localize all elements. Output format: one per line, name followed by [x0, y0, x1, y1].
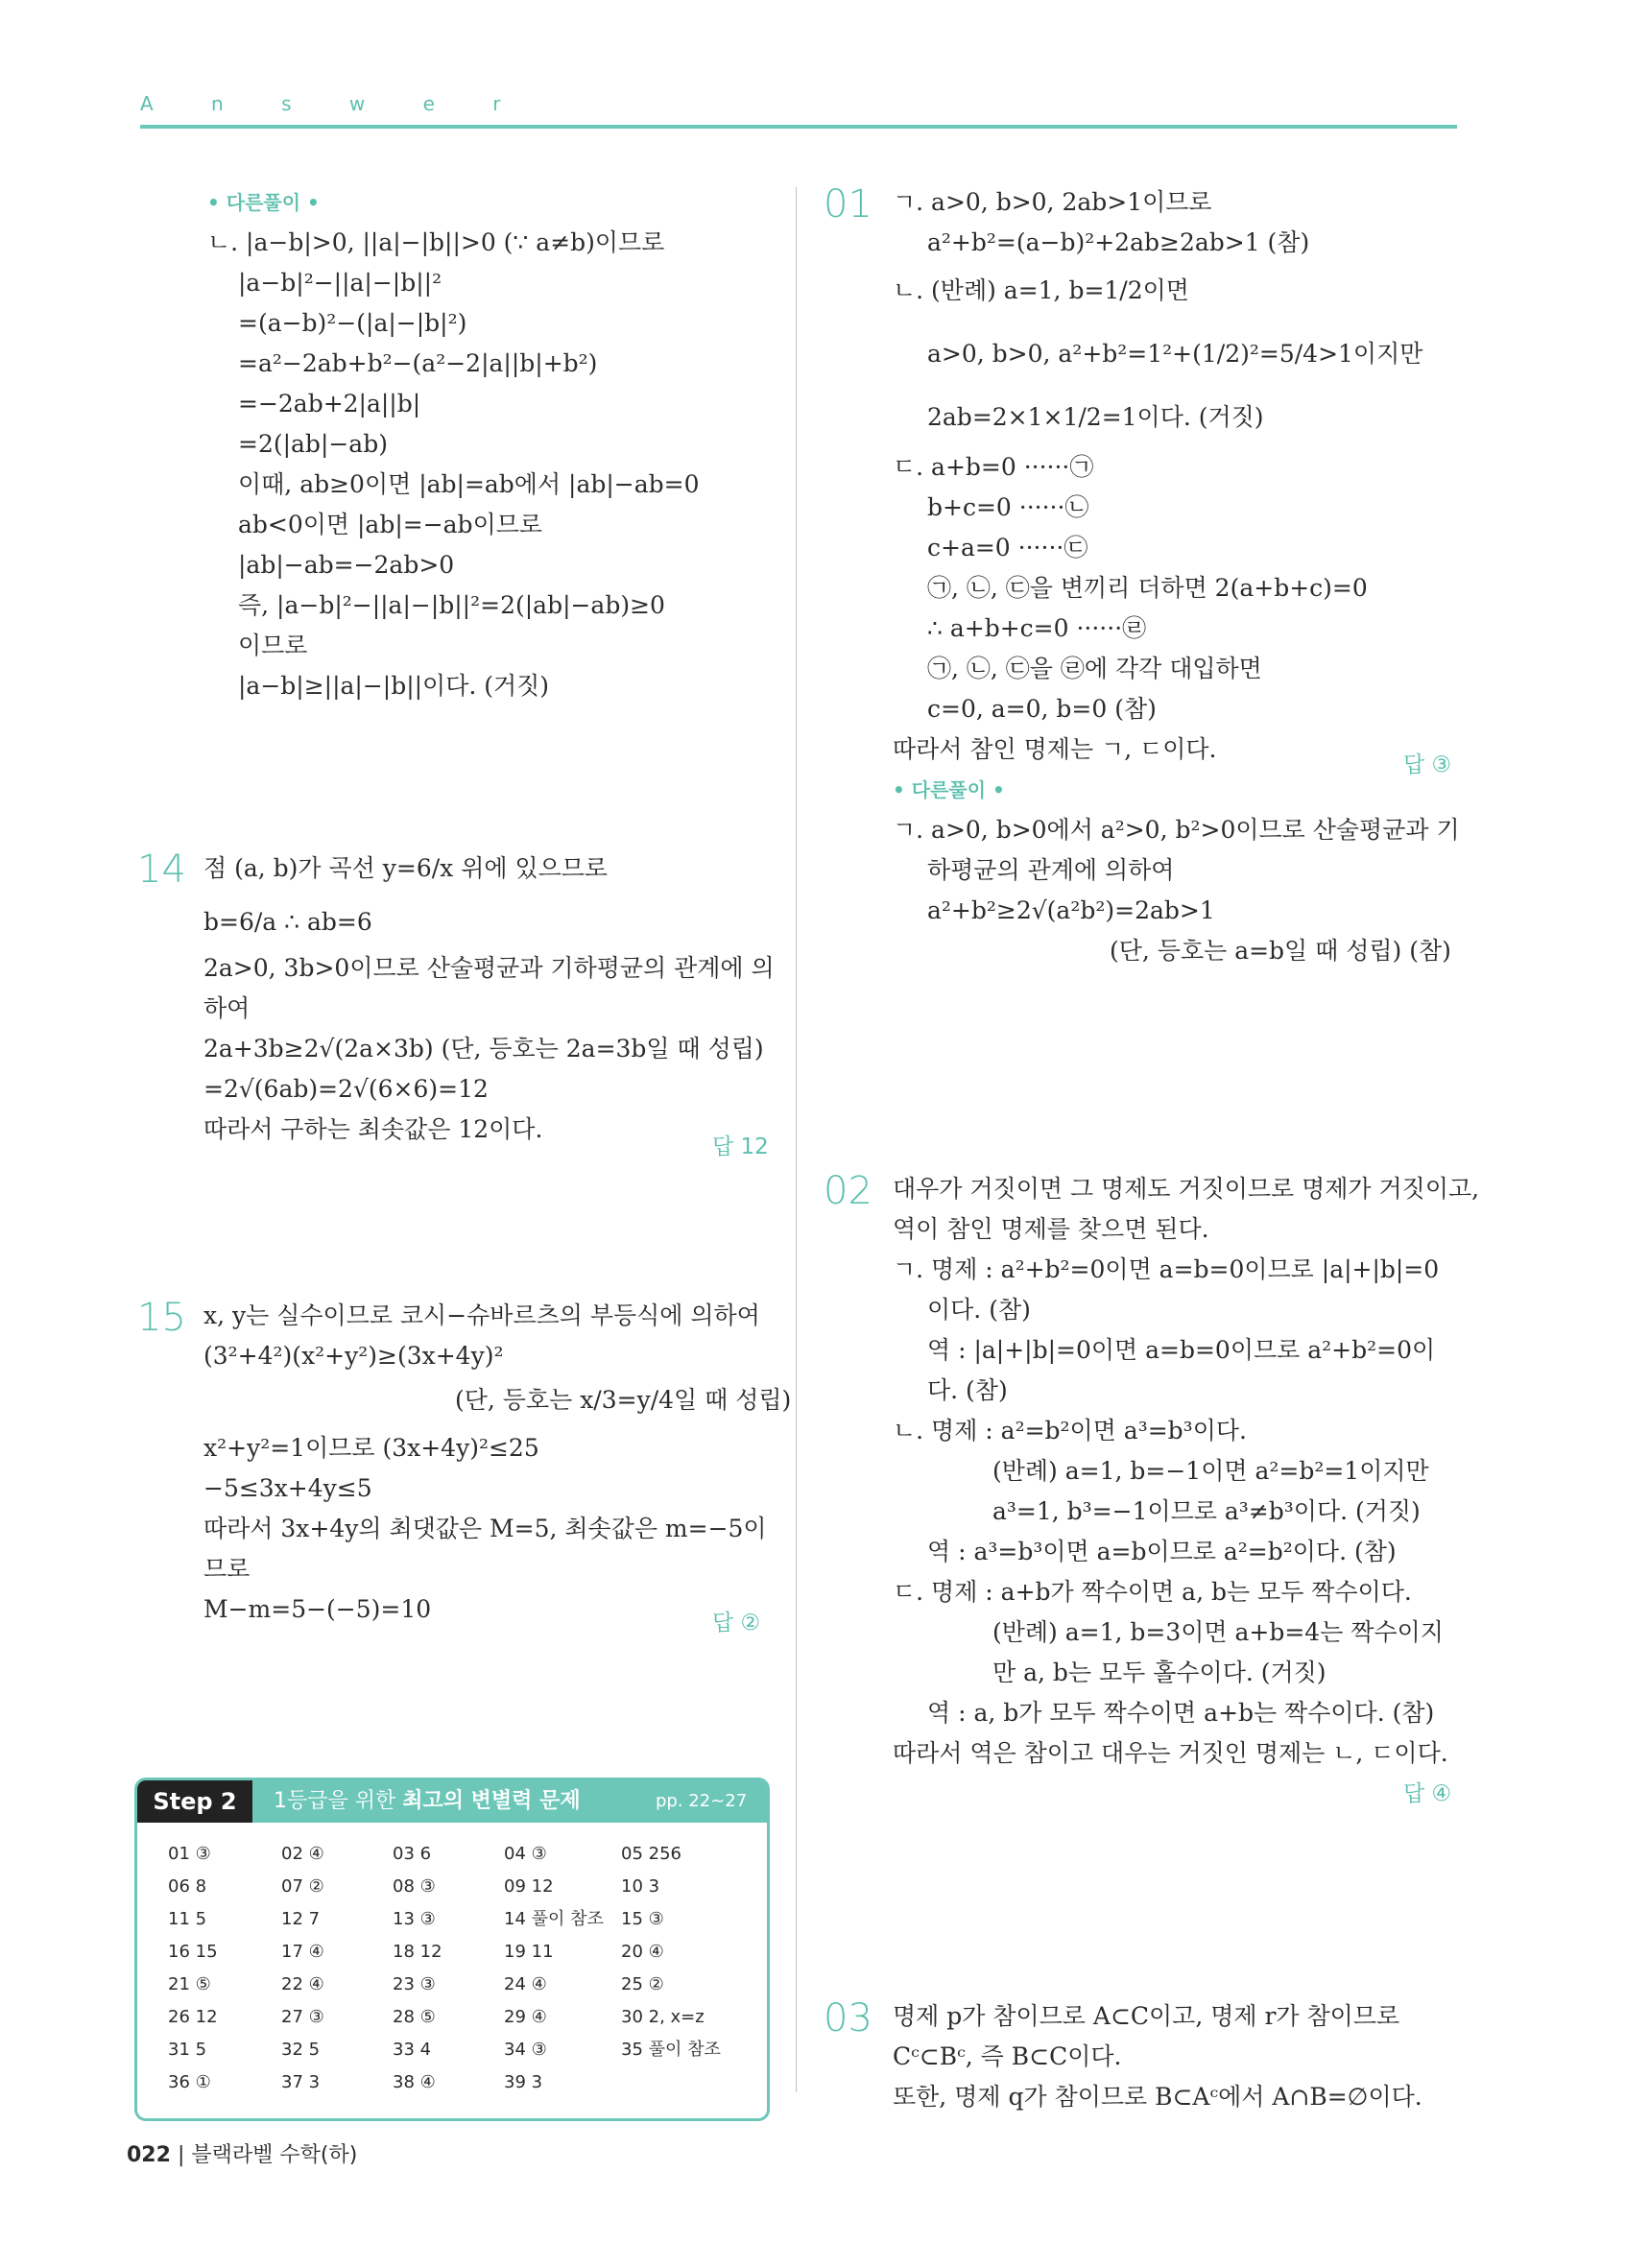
- answer-cell: 08 ③: [393, 1876, 436, 1897]
- solution-line: a²+b²≥2√(a²b²)=2ab>1: [927, 896, 1215, 924]
- solution-line: 따라서 구하는 최솟값은 12이다.: [203, 1115, 543, 1143]
- solution-line: (단, 등호는 a=b일 때 성립) (참): [1110, 937, 1451, 965]
- solution-line: M−m=5−(−5)=10: [203, 1595, 432, 1623]
- answer-cell: 22 ④: [281, 1974, 324, 1994]
- solution-line: 2a+3b≥2√(2a×3b) (단, 등호는 2a=3b일 때 성립): [203, 1035, 764, 1062]
- step2-header: [137, 1780, 767, 1823]
- solution-line: 대우가 거짓이면 그 명제도 거짓이므로 명제가 거짓이고,: [893, 1175, 1480, 1203]
- problem-number: 02: [824, 1169, 872, 1213]
- solution-line: |a−b|²−||a|−|b||²: [238, 269, 442, 297]
- problem-01-solution: [893, 182, 1460, 971]
- answer-cell: 02 ④: [281, 1844, 324, 1864]
- solution-line: c+a=0 ······㉢: [927, 534, 1088, 561]
- solution-line: 또한, 명제 q가 참이므로 B⊂Aᶜ에서 A∩B=∅이다.: [893, 2083, 1422, 2111]
- solution-line: 이다. (참): [927, 1296, 1031, 1324]
- answer-row: [168, 1969, 744, 2001]
- solution-line: 이때, ab≥0이면 |ab|=ab에서 |ab|−ab=0: [238, 470, 700, 498]
- solution-line: 역 : |a|+|b|=0이면 a=b=0이므로 a²+b²=0이: [927, 1336, 1436, 1364]
- step2-pages: pp. 22~27: [656, 1791, 748, 1811]
- problem-number: 03: [824, 1996, 872, 2041]
- answer-cell: 34 ③: [504, 2040, 547, 2060]
- answer-cell: 24 ④: [504, 1974, 547, 1994]
- step2-title-bold: 최고의 변별력 문제: [402, 1789, 581, 1813]
- answer-cell: 35 풀이 참조: [621, 2040, 721, 2060]
- solution-line: =−2ab+2|a||b|: [238, 390, 421, 418]
- solution-line: (3²+4²)(x²+y²)≥(3x+4y)²: [203, 1342, 504, 1370]
- solution-line: x²+y²=1이므로 (3x+4y)²≤25: [203, 1434, 539, 1462]
- answer-cell: 31 5: [168, 2040, 207, 2060]
- answer-cell: 14 풀이 참조: [504, 1909, 604, 1929]
- solution-line: 2a>0, 3b>0이므로 산술평균과 기하평균의 관계에 의: [203, 954, 775, 982]
- solution-line: ab<0이면 |ab|=−ab이므로: [238, 511, 543, 538]
- solution-line: 역 : a, b가 모두 짝수이면 a+b는 짝수이다. (참): [927, 1699, 1435, 1727]
- solution-line: 하여: [203, 994, 251, 1022]
- solution-line: 역이 참인 명제를 찾으면 된다.: [893, 1215, 1209, 1243]
- answer-cell: 20 ④: [621, 1942, 664, 1962]
- column-divider: [796, 187, 797, 2092]
- answer-cell: 09 12: [504, 1876, 554, 1897]
- answer-cell: 36 ①: [168, 2072, 211, 2092]
- solution-line: 2ab=2×1×1/2=1이다. (거짓): [927, 403, 1264, 431]
- answer-label: 답 ④: [1403, 1781, 1452, 1806]
- answer-cell: 33 4: [393, 2040, 432, 2060]
- step2-title: [274, 1780, 581, 1823]
- answer-label: 답 ②: [712, 1611, 761, 1635]
- answer-cell: 27 ③: [281, 2007, 324, 2027]
- solution-line: ㄷ. 명제 : a+b가 짝수이면 a, b는 모두 짝수이다.: [893, 1578, 1412, 1606]
- solution-line: a>0, b>0, a²+b²=1²+(1/2)²=5/4>1이지만: [927, 340, 1423, 368]
- solution-line: b=6/a ∴ ab=6: [203, 908, 372, 936]
- solution-line: ㄷ. a+b=0 ······㉠: [893, 453, 1094, 481]
- answer-row: [168, 2066, 744, 2099]
- page-footer: [127, 2138, 357, 2168]
- solution-line: 이므로: [238, 632, 308, 659]
- solution-line: x, y는 실수이므로 코시−슈바르츠의 부등식에 의하여: [203, 1301, 760, 1329]
- solution-line: (단, 등호는 x/3=y/4일 때 성립): [455, 1386, 792, 1414]
- book-title: 블랙라벨 수학(하): [191, 2143, 358, 2167]
- solution-line: Cᶜ⊂Bᶜ, 즉 B⊂C이다.: [893, 2042, 1122, 2070]
- problem-14-solution: [203, 848, 775, 1150]
- answer-cell: 13 ③: [393, 1909, 436, 1929]
- solution-line: ㄱ. a>0, b>0, 2ab>1이므로: [893, 188, 1212, 216]
- solution-line: =2√(6ab)=2√(6×6)=12: [203, 1075, 489, 1103]
- problem-03-solution: [893, 1996, 1422, 2117]
- answer-cell: 03 6: [393, 1844, 432, 1864]
- solution-line: ㄱ. a>0, b>0에서 a²>0, b²>0이므로 산술평균과 기: [893, 816, 1460, 844]
- answer-row: [168, 2034, 744, 2066]
- answer-cell: 28 ⑤: [393, 2007, 436, 2027]
- solution-line: 하평균의 관계에 의하여: [927, 856, 1175, 884]
- solution-line: (반례) a=1, b=3이면 a+b=4는 짝수이지: [992, 1618, 1444, 1646]
- solution-line: c=0, a=0, b=0 (참): [927, 695, 1157, 723]
- answer-cell: 32 5: [281, 2040, 321, 2060]
- problem-02-solution: [893, 1169, 1479, 1774]
- solution-line: =2(|ab|−ab): [238, 430, 388, 458]
- solution-line: 므로: [203, 1555, 251, 1583]
- answer-cell: 04 ③: [504, 1844, 547, 1864]
- solution-line: b+c=0 ······㉡: [927, 493, 1089, 521]
- alt-solution-label: • 다른풀이 •: [207, 191, 320, 214]
- answer-grid: [168, 1838, 744, 2099]
- answer-row: [168, 1903, 744, 1936]
- answer-cell: 16 15: [168, 1942, 218, 1962]
- answer-row: [168, 1838, 744, 1871]
- answer-cell: 10 3: [621, 1876, 660, 1897]
- answer-cell: 21 ⑤: [168, 1974, 211, 1994]
- answer-cell: 01 ③: [168, 1844, 211, 1864]
- solution-line: ∴ a+b+c=0 ······㉣: [927, 614, 1147, 642]
- solution-line: 역 : a³=b³이면 a=b이므로 a²=b²이다. (참): [927, 1538, 1397, 1565]
- footer-separator: |: [177, 2143, 185, 2167]
- solution-line: =a²−2ab+b²−(a²−2|a||b|+b²): [238, 349, 598, 377]
- answer-cell: 12 7: [281, 1909, 321, 1929]
- answer-cell: 11 5: [168, 1909, 207, 1929]
- solution-line: 만 a, b는 모두 홀수이다. (거짓): [992, 1659, 1326, 1686]
- solution-line: ㄴ. (반례) a=1, b=1/2이면: [893, 276, 1189, 304]
- header-rule: [140, 125, 1457, 129]
- solution-line: 따라서 역은 참이고 대우는 거짓인 명제는 ㄴ, ㄷ이다.: [893, 1739, 1448, 1767]
- solution-line: |a−b|≥||a|−|b||이다. (거짓): [238, 672, 550, 700]
- page-number: 022: [127, 2143, 171, 2167]
- step2-tag: Step 2: [137, 1780, 252, 1823]
- solution-line: ㉠, ㉡, ㉢을 ㉣에 각각 대입하면: [927, 655, 1262, 682]
- solution-line: a³=1, b³=−1이므로 a³≠b³이다. (거짓): [992, 1497, 1421, 1525]
- solution-line: ㉠, ㉡, ㉢을 변끼리 더하면 2(a+b+c)=0: [927, 574, 1368, 602]
- answer-cell: 29 ④: [504, 2007, 547, 2027]
- solution-line: −5≤3x+4y≤5: [203, 1474, 372, 1502]
- answer-row: [168, 2001, 744, 2034]
- answer-cell: 15 ③: [621, 1909, 664, 1929]
- solution-line: (반례) a=1, b=−1이면 a²=b²=1이지만: [992, 1457, 1429, 1485]
- answer-label: 답 12: [712, 1134, 769, 1159]
- solution-line: ㄴ. 명제 : a²=b²이면 a³=b³이다.: [893, 1417, 1247, 1444]
- solution-line: 다. (참): [927, 1376, 1008, 1404]
- solution-line: ㄱ. 명제 : a²+b²=0이면 a=b=0이므로 |a|+|b|=0: [893, 1255, 1440, 1283]
- answer-cell: 39 3: [504, 2072, 543, 2092]
- answer-cell: 06 8: [168, 1876, 207, 1897]
- solution-line: 따라서 참인 명제는 ㄱ, ㄷ이다.: [893, 735, 1217, 763]
- solution-line: |ab|−ab=−2ab>0: [238, 551, 455, 579]
- answer-cell: 38 ④: [393, 2072, 436, 2092]
- answer-cell: 26 12: [168, 2007, 218, 2027]
- answer-cell: 17 ④: [281, 1942, 324, 1962]
- left-alt-solution: [207, 182, 700, 706]
- step2-answer-box: [134, 1778, 770, 2121]
- answer-cell: 07 ②: [281, 1876, 324, 1897]
- answer-row: [168, 1936, 744, 1969]
- problem-number: 14: [137, 848, 186, 892]
- answer-cell: 30 2, x=z: [621, 2007, 705, 2027]
- solution-line: a²+b²=(a−b)²+2ab≥2ab>1 (참): [927, 228, 1310, 256]
- solution-line: 명제 p가 참이므로 A⊂C이고, 명제 r가 참이므로: [893, 2002, 1400, 2030]
- answer-label: 답 ③: [1403, 752, 1452, 777]
- step2-title-prefix: 1등급을 위한: [274, 1789, 396, 1813]
- problem-number: 15: [137, 1296, 186, 1340]
- answer-cell: 05 256: [621, 1844, 681, 1864]
- answer-cell: 25 ②: [621, 1974, 664, 1994]
- problem-15-solution: [203, 1296, 791, 1630]
- solution-line: =(a−b)²−(|a|−|b|²): [238, 309, 467, 337]
- answer-row: [168, 1871, 744, 1903]
- solution-line: 점 (a, b)가 곡선 y=6/x 위에 있으므로: [203, 854, 609, 882]
- answer-cell: 18 12: [393, 1942, 442, 1962]
- answer-cell: 19 11: [504, 1942, 554, 1962]
- page-header-label: A n s w e r: [140, 92, 527, 115]
- problem-number: 01: [824, 182, 872, 227]
- solution-line: 따라서 3x+4y의 최댓값은 M=5, 최솟값은 m=−5이: [203, 1515, 767, 1542]
- solution-line: 즉, |a−b|²−||a|−|b||²=2(|ab|−ab)≥0: [238, 591, 665, 619]
- alt-solution-label: • 다른풀이 •: [893, 778, 1005, 801]
- answer-cell: 23 ③: [393, 1974, 436, 1994]
- solution-line: ㄴ. |a−b|>0, ||a|−|b||>0 (∵ a≠b)이므로: [207, 228, 665, 256]
- answer-cell: 37 3: [281, 2072, 321, 2092]
